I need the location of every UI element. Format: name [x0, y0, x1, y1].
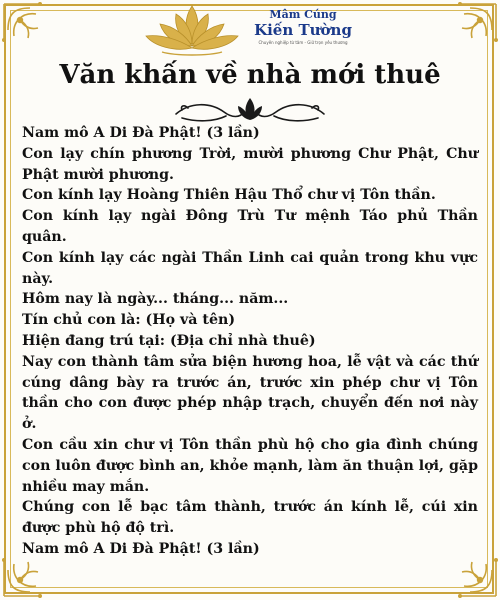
brand-logo [140, 2, 360, 58]
prayer-text [22, 123, 478, 560]
brand-line-1: Mâm Cúng [269, 8, 337, 21]
paragraph: Hôm nay là ngày... tháng... năm... [22, 291, 289, 308]
paragraph: Con kính lạy ngài Đông Trù Tư mệnh Táo phủ Thần quân. [22, 208, 478, 245]
paragraph: Con kính lạy các ngài Thần Linh cai quản trong khu vực này. [22, 249, 478, 287]
brand-line-2: Kiến Tường [254, 21, 352, 39]
flourish-divider-icon [170, 94, 330, 126]
lotus-icon [140, 2, 244, 58]
paragraph: Con cầu xin chư vị Tôn thần phù hộ cho gia đình chúng con luôn được bình an, khỏe mạnh, làm ăn thuận lợi, gặp nhiều may mắn. [22, 436, 478, 495]
paragraph: Nay con thành tâm sửa biện hương hoa, lễ vật và các thứ cúng dâng bày ra trước án, trước xin phép chư vị Tôn thần cho con được phép nhập trạch, chuyển đến nơi này ở. [22, 353, 478, 433]
paragraph: Con kính lạy Hoàng Thiên Hậu Thổ chư vị Tôn thần. [22, 187, 436, 204]
paragraph: Tín chủ con là: (Họ và tên) [22, 312, 236, 329]
brand-tagline: Chuyên nghiệp từ tâm - Giữ trọn yêu thương [258, 40, 348, 45]
page-title: Văn khấn về nhà mới thuê [59, 60, 441, 90]
paragraph: Chúng con lễ bạc tâm thành, trước án kính lễ, cúi xin được phù hộ độ trì. [22, 499, 478, 537]
paragraph: Nam mô A Di Đà Phật! (3 lần) [22, 125, 260, 141]
paragraph: Nam mô A Di Đà Phật! (3 lần) [22, 540, 260, 557]
brand-text [238, 8, 368, 46]
paragraph: Con lạy chín phương Trời, mười phương Chư Phật, Chư Phật mười phương. [22, 145, 478, 183]
paragraph: Hiện đang trú tại: (Địa chỉ nhà thuê) [22, 332, 316, 349]
